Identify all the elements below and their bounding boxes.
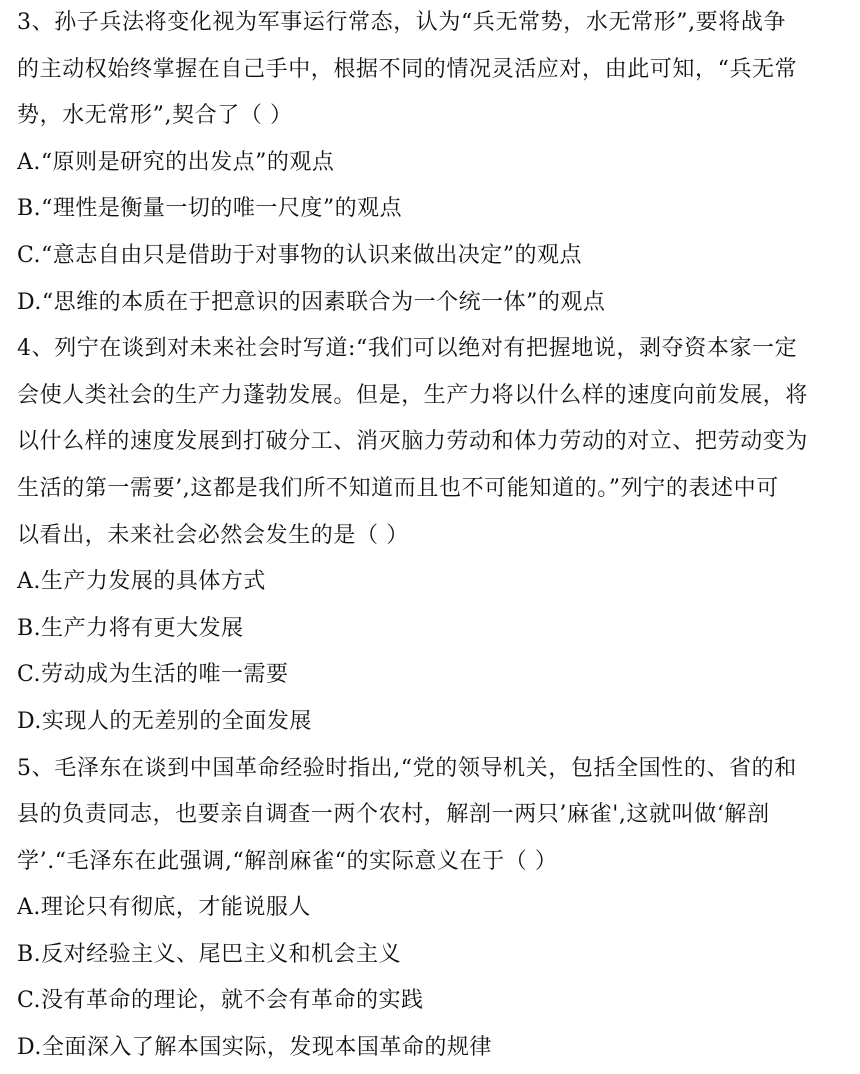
stem-line: 以看出，未来社会必然会发生的是（ ） <box>17 522 409 548</box>
option-b: B.“理性是衡量一切的唯一尺度”的观点 <box>17 196 403 222</box>
stem-line: 会使人类社会的生产力蓬勃发展。但是，生产力将以什么样的速度向前发展，将 <box>17 382 809 408</box>
question-stem <box>17 746 846 886</box>
option-a: A.“原则是研究的出发点”的观点 <box>17 149 335 175</box>
question-stem <box>17 0 846 140</box>
option-d: D.实现人的无差别的全面发展 <box>17 708 312 734</box>
stem-line: 势，水无常形”,契合了（ ） <box>17 103 293 129</box>
question-stem <box>17 326 846 559</box>
question-5 <box>17 746 846 1072</box>
stem-line: 学’.“毛泽东在此强调,“解剖麻雀“的实际意义在于（ ） <box>17 848 558 874</box>
option-d: D.全面深入了解本国实际，发现本国革命的规律 <box>17 1035 492 1061</box>
stem-line: 5、毛泽东在谈到中国革命经验时指出,“党的领导机关，包括全国性的、省的和 <box>17 755 797 781</box>
option-a: A.理论只有彻底，才能说服人 <box>17 895 311 921</box>
question-4 <box>17 326 846 745</box>
stem-line: 的主动权始终掌握在自己手中，根据不同的情况灵活应对，由此可知，“兵无常 <box>17 56 798 82</box>
stem-line: 县的负责同志，也要亲自调查一两个农村，解剖一两只’麻雀',这就叫做‘解剖 <box>17 802 770 828</box>
option-c: C.“意志自由只是借助于对事物的认识来做出决定”的观点 <box>17 242 583 268</box>
option-c: C.劳动成为生活的唯一需要 <box>17 662 289 688</box>
stem-line: 4、列宁在谈到对未来社会时写道:“我们可以绝对有把握地说，剥夺资本家一定 <box>17 336 798 362</box>
option-a: A.生产力发展的具体方式 <box>17 569 266 595</box>
option-b: B.反对经验主义、尾巴主义和机会主义 <box>17 941 402 967</box>
option-c: C.没有革命的理论，就不会有革命的实践 <box>17 988 424 1014</box>
option-b: B.生产力将有更大发展 <box>17 615 244 641</box>
stem-line: 生活的第一需要’,这都是我们所不知道而且也不可能知道的。”列宁的表述中可 <box>17 475 779 501</box>
option-d: D.“思维的本质在于把意识的因素联合为一个统一体”的观点 <box>17 289 606 315</box>
question-3 <box>17 0 846 326</box>
stem-line: 以什么样的速度发展到打破分工、消灭脑力劳动和体力劳动的对立、把劳动变为 <box>17 429 809 455</box>
stem-line: 3、孙子兵法将变化视为军事运行常态，认为“兵无常势，水无常形”,要将战争 <box>17 10 787 35</box>
